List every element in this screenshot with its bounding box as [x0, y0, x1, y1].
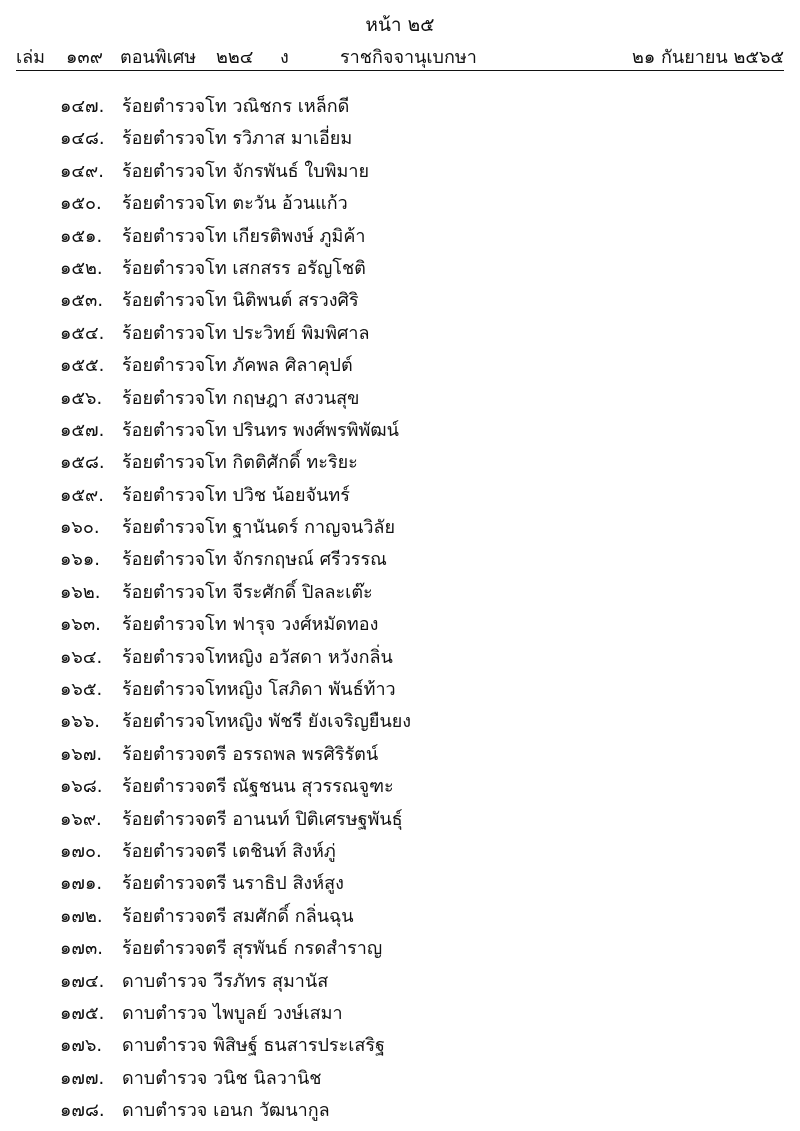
entry-name: ร้อยตำรวจตรี สุรพันธ์ กรดสำราญ: [122, 938, 383, 960]
entry-name: ร้อยตำรวจโท ปรินทร พงศ์พรพิพัฒน์: [122, 419, 399, 441]
list-item: [60, 1066, 780, 1098]
list-item: [60, 126, 780, 158]
entry-number: ๑๖๔.: [60, 646, 103, 668]
list-item: [60, 871, 780, 903]
list-item: [60, 807, 780, 839]
list-item: [60, 936, 780, 968]
entry-name: ดาบตำรวจ วีรภัทร สุมานัส: [122, 970, 329, 992]
entry-number: ๑๖๕.: [60, 679, 103, 701]
list-item: [60, 612, 780, 644]
entry-name: ร้อยตำรวจโท วณิชกร เหล็กดี: [122, 96, 350, 117]
list-item: [60, 418, 780, 450]
entry-name: ร้อยตำรวจตรี อรรถพล พรศิริรัตน์: [122, 743, 379, 765]
entry-name: ร้อยตำรวจตรี นราธิป สิงห์สูง: [122, 873, 344, 895]
list-item: [60, 742, 780, 774]
list-item: [60, 904, 780, 936]
entry-name: ดาบตำรวจ พิสิษฐ์ ธนสารประเสริฐ: [122, 1035, 385, 1057]
entry-number: ๑๗๕.: [60, 1002, 105, 1024]
page-number: หน้า ๒๕: [365, 14, 435, 36]
entry-number: ๑๔๘.: [60, 128, 105, 150]
list-item: [60, 159, 780, 191]
list-item: [60, 353, 780, 385]
entry-number: ๑๗๓.: [60, 938, 103, 960]
entry-name: ร้อยตำรวจโทหญิง อวัสดา หวังกลิ่น: [122, 646, 393, 668]
entry-name: ร้อยตำรวจโท รวิภาส มาเอี่ยม: [122, 128, 353, 150]
entry-number: ๑๕๗.: [60, 419, 105, 441]
volume-label: เล่ม: [16, 47, 46, 68]
volume-number: ๑๓๙: [66, 47, 103, 68]
list-item: [60, 224, 780, 256]
list-item: [60, 677, 780, 709]
entry-number: ๑๗๑.: [60, 873, 103, 895]
entry-number: ๑๖๐.: [60, 517, 100, 539]
entry-number: ๑๗๗.: [60, 1067, 105, 1089]
entry-number: ๑๖๓.: [60, 614, 101, 636]
entry-number: ๑๕๕.: [60, 355, 105, 377]
list-item: [60, 709, 780, 741]
entry-name: ร้อยตำรวจโท ฟารุจ วงศ์หมัดทอง: [122, 614, 379, 636]
entry-number: ๑๕๙.: [60, 484, 104, 506]
entry-name: ร้อยตำรวจโทหญิง พัชรี ยังเจริญยืนยง: [122, 711, 412, 733]
entry-name: ร้อยตำรวจโท ตะวัน อ้วนแก้ว: [122, 193, 348, 215]
section-letter: ง: [280, 47, 289, 68]
entry-name: ร้อยตำรวจโทหญิง โสภิดา พันธ์ท้าว: [122, 679, 396, 701]
header-divider: [16, 70, 784, 71]
issue-date: ๒๑ กันยายน ๒๕๖๕: [632, 47, 784, 68]
entry-name: ร้อยตำรวจโท ภัคพล ศิลาคุปต์: [122, 355, 353, 377]
entry-name: ร้อยตำรวจโท เกียรติพงษ์ ภูมิค้า: [122, 225, 366, 247]
entry-number: ๑๖๖.: [60, 711, 100, 733]
entry-name: ร้อยตำรวจตรี เตชินท์ สิงห์ภู่: [122, 840, 336, 862]
entry-number: ๑๗๒.: [60, 905, 103, 927]
entry-number: ๑๗๘.: [60, 1100, 105, 1122]
list-item: [60, 191, 780, 223]
entry-name: ร้อยตำรวจโท เสกสรร อรัญโชติ: [122, 257, 366, 279]
entry-name: ร้อยตำรวจโท จักรพันธ์ ใบพิมาย: [122, 160, 369, 182]
list-item: [60, 94, 780, 126]
list-item: [60, 450, 780, 482]
entry-name: ร้อยตำรวจโท จักรกฤษณ์ ศรีวรรณ: [122, 549, 387, 571]
entry-number: ๑๕๒.: [60, 257, 103, 279]
entry-number: ๑๕๖.: [60, 387, 103, 409]
list-item: [60, 839, 780, 871]
entry-number: ๑๔๗.: [60, 96, 105, 117]
entry-name: ดาบตำรวจ ไพบูลย์ วงษ์เสมา: [122, 1002, 343, 1024]
list-item: [60, 645, 780, 677]
section-number: ๒๒๔: [216, 47, 254, 68]
list-item: [60, 256, 780, 288]
list-item: [60, 1098, 780, 1130]
entry-name: ดาบตำรวจ เอนก วัฒนากูล: [122, 1100, 330, 1122]
entry-name: ร้อยตำรวจโท จีระศักดิ์ ปิลละเต๊ะ: [122, 581, 373, 603]
list-item: [60, 386, 780, 418]
entry-name: ร้อยตำรวจโท ประวิทย์ พิมพิศาล: [122, 322, 370, 344]
list-item: [60, 288, 780, 320]
list-item: [60, 580, 780, 612]
list-item: [60, 321, 780, 353]
gazette-header: [16, 42, 784, 66]
entry-number: ๑๕๔.: [60, 322, 105, 344]
entry-name: ร้อยตำรวจโท ฐานันดร์ กาญจนวิลัย: [122, 517, 396, 539]
entry-name: ร้อยตำรวจตรี อานนท์ ปิติเศรษฐพันธุ์: [122, 808, 403, 830]
entry-name: ร้อยตำรวจโท กิตติศักดิ์ ทะริยะ: [122, 452, 358, 474]
entry-number: ๑๗๐.: [60, 840, 102, 862]
entry-number: ๑๗๖.: [60, 1035, 103, 1057]
section-label: ตอนพิเศษ: [120, 47, 197, 68]
entry-number: ๑๖๘.: [60, 776, 103, 798]
entry-name: ร้อยตำรวจตรี สมศักดิ์ กลิ่นฉุน: [122, 905, 354, 927]
entry-number: ๑๖๒.: [60, 581, 101, 603]
entry-name: ร้อยตำรวจโท นิติพนต์ สรวงศิริ: [122, 290, 359, 312]
entry-number: ๑๖๗.: [60, 743, 103, 765]
list-item: [60, 1033, 780, 1065]
entry-number: ๑๔๙.: [60, 160, 104, 182]
list-item: [60, 969, 780, 1001]
entry-number: ๑๗๔.: [60, 970, 105, 992]
list-item: [60, 515, 780, 547]
list-item: [60, 1001, 780, 1033]
entry-number: ๑๕๑.: [60, 225, 103, 247]
entry-number: ๑๖๙.: [60, 808, 102, 830]
entry-number: ๑๕๐.: [60, 193, 102, 215]
entry-name: ดาบตำรวจ วนิช นิลวานิช: [122, 1067, 322, 1089]
list-item: [60, 547, 780, 579]
gazette-title: ราชกิจจานุเบกษา: [340, 47, 477, 68]
entry-name: ร้อยตำรวจโท ปวิช น้อยจันทร์: [122, 484, 350, 506]
list-item: [60, 774, 780, 806]
entry-number: ๑๕๘.: [60, 452, 105, 474]
entry-name: ร้อยตำรวจตรี ณัฐชนน สุวรรณจูฑะ: [122, 776, 394, 798]
entry-number: ๑๖๑.: [60, 549, 100, 571]
entry-name: ร้อยตำรวจโท กฤษฎา สงวนสุข: [122, 387, 360, 409]
entry-number: ๑๕๓.: [60, 290, 104, 312]
name-list: [60, 94, 780, 1131]
list-item: [60, 483, 780, 515]
